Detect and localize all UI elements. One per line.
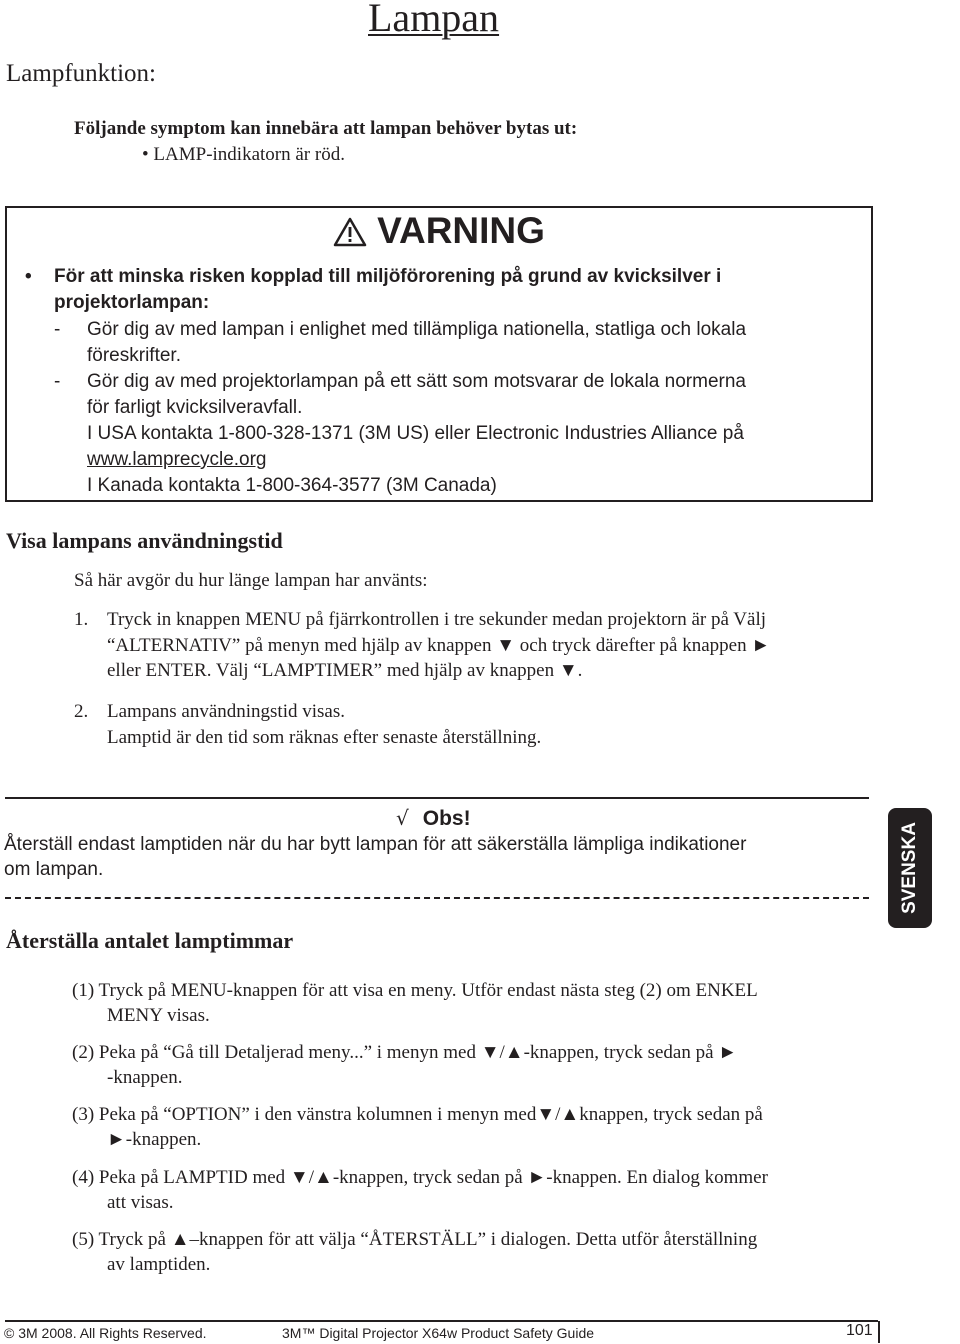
warning-dash: -	[54, 319, 61, 340]
warning-header	[7, 210, 871, 252]
usage-step-line: Lamptid är den tid som räknas efter senaste återställning.	[107, 727, 542, 748]
warning-item-line: för farligt kvicksilveravfall.	[87, 397, 303, 418]
section-heading-usage: Visa lampans användningstid	[6, 528, 283, 553]
footer-copyright: © 3M 2008. All Rights Reserved.	[4, 1325, 207, 1341]
symptom-bullet-item: • LAMP-indikatorn är röd.	[142, 144, 345, 165]
note-bottom-rule	[5, 897, 869, 899]
usage-step-line: Lampans användningstid visas.	[107, 701, 345, 722]
checkmark-icon: √	[396, 806, 409, 830]
warning-triangle-icon	[333, 217, 367, 247]
usage-step-line: eller ENTER. Välj “LAMPTIMER” med hjälp av knappen ▼.	[107, 660, 583, 681]
usage-step-number: 2.	[74, 701, 89, 722]
reset-step-line: (1) Tryck på MENU-knappen för att visa en meny. Utför endast nästa steg (2) om ENKEL	[72, 980, 758, 1001]
warning-usa-line: I USA kontakta 1-800-328-1371 (3M US) eller Electronic Industries Alliance på	[87, 423, 744, 444]
reset-step-line: (3) Peka på “OPTION” i den vänstra kolumnen i menyn med▼/▲knappen, tryck sedan på	[72, 1104, 763, 1125]
reset-step-line: -knappen.	[107, 1067, 183, 1088]
warning-title: VARNING	[377, 210, 545, 251]
page-number: 101	[846, 1322, 873, 1339]
reset-step-line: (5) Tryck på ▲–knappen för att välja “ÅTERSTÄLL” i dialogen. Detta utför återställning	[72, 1229, 758, 1250]
reset-step-line: (2) Peka på “Gå till Detaljerad meny...” i menyn med ▼/▲-knappen, tryck sedan på ►	[72, 1042, 738, 1063]
symptom-intro-text: Följande symptom kan innebära att lampan behöver bytas ut:	[74, 118, 578, 139]
usage-intro-text: Så här avgör du hur länge lampan har använts:	[74, 570, 428, 591]
usage-step-line: “ALTERNATIV” på menyn med hjälp av knappen ▼ och tryck därefter på knappen ►	[107, 635, 771, 656]
footer-guide-title: 3M™ Digital Projector X64w Product Safety Guide	[282, 1325, 595, 1341]
note-text-line: Återställ endast lamptiden när du har bytt lampan för att säkerställa lämpliga indikationer	[4, 834, 747, 855]
usage-step-number: 1.	[74, 609, 89, 630]
warning-intro-line: projektorlampan:	[54, 292, 210, 313]
warning-dash: -	[54, 371, 61, 392]
reset-step-line: av lamptiden.	[107, 1254, 211, 1275]
section-heading-reset: Återställa antalet lamptimmar	[6, 928, 294, 953]
warning-item-line: Gör dig av med projektorlampan på ett sätt som motsvarar de lokala normerna	[87, 371, 746, 392]
note-top-rule	[5, 797, 869, 799]
note-title-text: Obs!	[422, 807, 471, 830]
note-title	[396, 806, 471, 831]
page-title: Lampan	[368, 0, 500, 40]
language-side-tab	[888, 808, 932, 928]
note-text-line: om lampan.	[4, 859, 104, 880]
warning-item-line: föreskrifter.	[87, 345, 181, 366]
usage-step-line: Tryck in knappen MENU på fjärrkontrollen i tre sekunder medan projektorn är på Välj	[107, 609, 767, 630]
warning-intro-line: För att minska risken kopplad till miljöförorening på grund av kvicksilver i	[54, 266, 722, 287]
reset-step-line: (4) Peka på LAMPTID med ▼/▲-knappen, tryck sedan på ►-knappen. En dialog kommer	[72, 1167, 768, 1188]
reset-step-line: att visas.	[107, 1192, 174, 1213]
reset-step-line: ►-knappen.	[107, 1129, 202, 1150]
footer-rule-divider	[878, 1321, 880, 1343]
warning-box	[5, 206, 873, 502]
warning-item-line: Gör dig av med lampan i enlighet med tillämpliga nationella, statliga och lokala	[87, 319, 747, 340]
reset-step-line: MENY visas.	[107, 1005, 210, 1026]
section-heading-lampfunktion: Lampfunktion:	[6, 60, 156, 87]
lamprecycle-link[interactable]: www.lamprecycle.org	[87, 449, 267, 470]
language-tab-label: SVENSKA	[899, 822, 920, 914]
footer-rule	[5, 1320, 878, 1322]
warning-canada-line: I Kanada kontakta 1-800-364-3577 (3M Canada)	[87, 475, 497, 496]
warning-bullet-marker: •	[25, 266, 32, 287]
